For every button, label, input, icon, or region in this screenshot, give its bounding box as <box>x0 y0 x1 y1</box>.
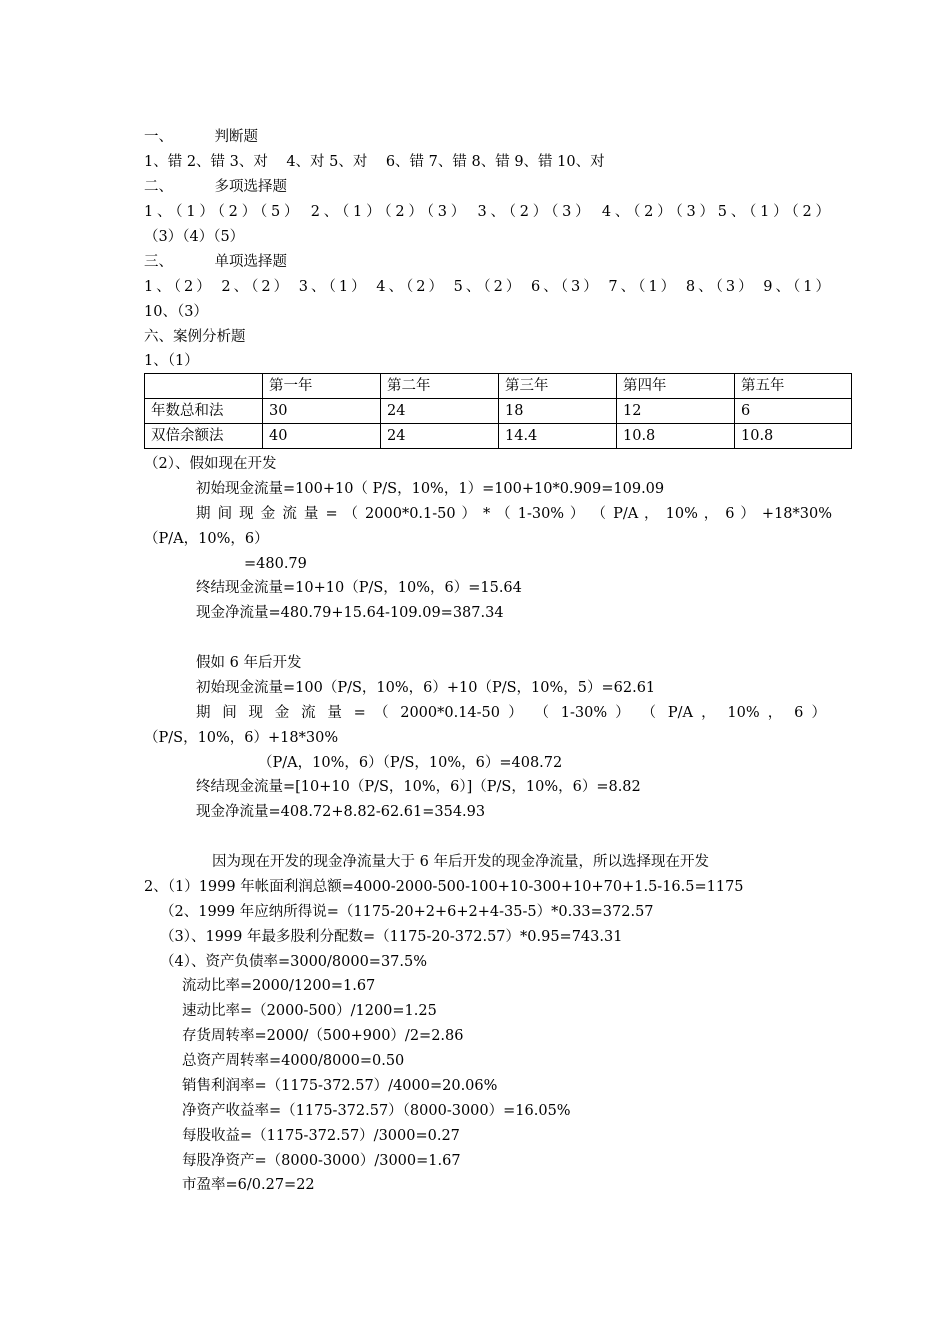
section-3-answers-line-1: 1、（2） 2、（2） 3、（1） 4、（2） 5、（2） 6、（3） 7、（1） 8、（3） 9、（1） <box>144 279 830 295</box>
now-period-cash-flow-line-2: （P/A，10%，6） <box>144 531 269 547</box>
table-cell: 24 <box>381 399 499 424</box>
later-period-cash-flow-line-3: （P/A，10%，6）（P/S，10%，6）=408.72 <box>258 755 563 771</box>
ratio-quick: 速动比率=（2000-500）/1200=1.25 <box>182 1003 437 1019</box>
table-header-cell: 第三年 <box>499 374 617 399</box>
table-cell: 年数总和法 <box>145 399 263 424</box>
section-1-title: 一、 判断题 <box>144 129 258 145</box>
now-terminal-cash-flow: 终结现金流量=10+10（P/S，10%，6）=15.64 <box>196 580 522 596</box>
ratio-inventory-turnover: 存货周转率=2000/（500+900）/2=2.86 <box>182 1028 464 1044</box>
section-3-answers-line-2: 10、（3） <box>144 304 208 320</box>
section-6-title: 六、案例分析题 <box>144 329 246 345</box>
ratio-roe: 净资产收益率=（1175-372.57）（8000-3000）=16.05% <box>182 1103 571 1119</box>
question-2-part-2: （2、1999 年应纳所得说=（1175-20+2+6+2+4-35-5）*0.33=372.57 <box>160 904 654 920</box>
table-cell: 双倍余额法 <box>145 424 263 449</box>
table-cell: 40 <box>263 424 381 449</box>
now-initial-cash-flow: 初始现金流量=100+10（ P/S，10%，1）=100+10*0.909=109.09 <box>196 481 665 497</box>
table-cell: 12 <box>617 399 735 424</box>
now-net-cash-flow: 现金净流量=480.79+15.64-109.09=387.34 <box>196 605 504 621</box>
now-period-cash-flow-result: =480.79 <box>244 556 307 572</box>
later-period-cash-flow-line-1: 期 间 现 金 流 量 = （ 2000*0.14-50 ） （ 1-30% ） （ P/A ， 10% ， 6 ） <box>196 705 826 721</box>
table-cell: 30 <box>263 399 381 424</box>
table-cell: 6 <box>735 399 852 424</box>
section-2-answers-line-1: 1、（1）（2）（5） 2、（1）（2）（3） 3、（2）（3） 4、（2）（3）5、（1）（2） <box>144 204 830 220</box>
ratio-total-asset-turnover: 总资产周转率=4000/8000=0.50 <box>182 1053 405 1069</box>
section-3-title: 三、 单项选择题 <box>144 254 287 270</box>
later-period-cash-flow-line-2: （P/S，10%，6）+18*30% <box>144 730 339 746</box>
table-cell: 10.8 <box>617 424 735 449</box>
table-header-cell: 第一年 <box>263 374 381 399</box>
depreciation-table <box>144 373 852 449</box>
later-terminal-cash-flow: 终结现金流量=[10+10（P/S，10%，6）]（P/S，10%，6）=8.82 <box>196 779 641 795</box>
ratio-eps: 每股收益=（1175-372.57）/3000=0.27 <box>182 1128 460 1144</box>
question-1-2-heading: （2）、假如现在开发 <box>144 456 277 472</box>
conclusion: 因为现在开发的现金净流量大于 6 年后开发的现金净流量，所以选择现在开发 <box>212 854 709 870</box>
section-2-answers-line-2: （3）（4）（5） <box>144 229 245 245</box>
table-cell: 24 <box>381 424 499 449</box>
table-header-cell: 第四年 <box>617 374 735 399</box>
section-2-title: 二、 多项选择题 <box>144 179 287 195</box>
question-1-1-label: 1、（1） <box>144 353 199 369</box>
ratio-pe: 市盈率=6/0.27=22 <box>182 1177 315 1193</box>
ratio-current: 流动比率=2000/1200=1.67 <box>182 978 376 994</box>
table-cell: 14.4 <box>499 424 617 449</box>
table-row <box>145 424 852 449</box>
ratio-bvps: 每股净资产=（8000-3000）/3000=1.67 <box>182 1153 461 1169</box>
question-2-part-3: （3）、1999 年最多股利分配数=（1175-20-372.57）*0.95=743.31 <box>160 929 623 945</box>
now-period-cash-flow-line-1: 期 间 现 金 流 量 = （ 2000*0.1-50 ） * （ 1-30% ） （ P/A ， 10% ， 6 ） +18*30% <box>196 506 832 522</box>
table-cell: 10.8 <box>735 424 852 449</box>
section-1-answers: 1、错 2、错 3、对 4、对 5、对 6、错 7、错 8、错 9、错 10、对 <box>144 154 605 170</box>
table-header-cell <box>145 374 263 399</box>
ratio-sales-profit: 销售利润率=（1175-372.57）/4000=20.06% <box>182 1078 498 1094</box>
question-2-part-1: 2、（1）1999 年帐面利润总额=4000-2000-500-100+10-300+10+70+1.5-16.5=1175 <box>144 879 744 895</box>
later-initial-cash-flow: 初始现金流量=100（P/S，10%，6）+10（P/S，10%，5）=62.61 <box>196 680 656 696</box>
table-cell: 18 <box>499 399 617 424</box>
question-2-part-4: （4）、资产负债率=3000/8000=37.5% <box>160 954 428 970</box>
table-row <box>145 399 852 424</box>
later-net-cash-flow: 现金净流量=408.72+8.82-62.61=354.93 <box>196 804 486 820</box>
table-header-row <box>145 374 852 399</box>
table-header-cell: 第二年 <box>381 374 499 399</box>
table-header-cell: 第五年 <box>735 374 852 399</box>
later-heading: 假如 6 年后开发 <box>196 655 302 671</box>
